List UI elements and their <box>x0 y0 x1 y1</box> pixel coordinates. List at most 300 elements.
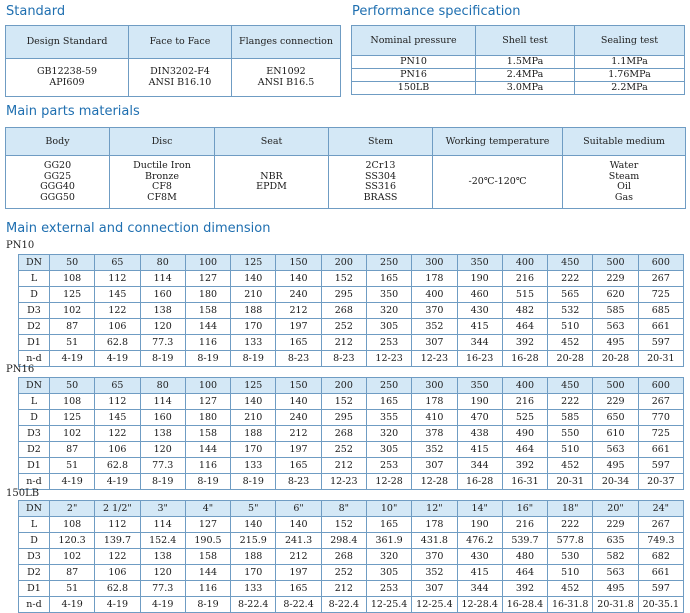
dimension-cell: 114 <box>140 394 185 410</box>
dimension-cell: 8-19 <box>185 351 230 367</box>
dimension-cell: 4-19 <box>50 351 95 367</box>
dimension-cell: 212 <box>276 303 321 319</box>
dimension-cell: 100 <box>185 255 230 271</box>
dimension-cell: 12-28 <box>366 474 411 490</box>
dimension-cell: 210 <box>231 287 276 303</box>
dimension-cell: 87 <box>50 565 95 581</box>
dimension-cell: 600 <box>638 255 683 271</box>
dimension-cell: 600 <box>638 378 683 394</box>
dimension-cell: 140 <box>276 394 321 410</box>
dimension-cell: 525 <box>502 410 547 426</box>
dimension-cell: 87 <box>50 319 95 335</box>
dimension-cell: 252 <box>321 319 366 335</box>
dimension-cell: 102 <box>50 549 95 565</box>
dimension-row-label: n-d <box>19 351 50 367</box>
dimension-cell: 597 <box>638 458 683 474</box>
dimension-row <box>19 517 684 533</box>
dimension-cell: 8-19 <box>231 474 276 490</box>
dimension-row-label: DN <box>19 255 50 271</box>
dimension-cell: 116 <box>185 458 230 474</box>
dimension-cell: 352 <box>412 442 457 458</box>
dimension-row <box>19 351 684 367</box>
dimension-cell: 8-19 <box>140 351 185 367</box>
dimension-cell: 392 <box>502 581 547 597</box>
dimension-cell: 8-19 <box>185 597 230 613</box>
materials-table <box>5 127 686 209</box>
dimension-cell: 370 <box>412 303 457 319</box>
performance-cell: PN10 <box>352 56 476 69</box>
pn16-label: PN16 <box>6 364 35 375</box>
dimension-cell: 212 <box>321 335 366 351</box>
dimension-row-label: D2 <box>19 442 50 458</box>
dimension-cell: 65 <box>95 255 140 271</box>
dimension-cell: 470 <box>457 410 502 426</box>
materials-header: Working temperature <box>433 128 563 156</box>
dimension-cell: 307 <box>412 458 457 474</box>
dimension-cell: 190.5 <box>185 533 230 549</box>
dimension-cell: 307 <box>412 335 457 351</box>
dimension-cell: 253 <box>366 458 411 474</box>
dimension-row-label: D1 <box>19 458 50 474</box>
dimension-cell: 133 <box>231 581 276 597</box>
dimension-row <box>19 271 684 287</box>
dimension-cell: 320 <box>366 303 411 319</box>
150lb-label: 150LB <box>6 488 40 499</box>
dimension-cell: 20-31 <box>638 351 683 367</box>
pn10-label: PN10 <box>6 240 35 251</box>
dimension-row-label: n-d <box>19 597 50 613</box>
dimension-cell: 216 <box>502 271 547 287</box>
dimension-cell: 4-19 <box>95 474 140 490</box>
dimension-cell: 20" <box>593 501 638 517</box>
dimension-cell: 229 <box>593 517 638 533</box>
dimension-cell: 452 <box>548 458 593 474</box>
dimension-cell: 532 <box>548 303 593 319</box>
materials-header: Stem <box>329 128 433 156</box>
performance-cell: 1.76MPa <box>575 69 685 82</box>
dimension-cell: 229 <box>593 271 638 287</box>
dimension-cell: 178 <box>412 271 457 287</box>
dimension-cell: 62.8 <box>95 335 140 351</box>
dimension-cell: 116 <box>185 335 230 351</box>
dimension-cell: 300 <box>412 378 457 394</box>
dimension-cell: 180 <box>185 287 230 303</box>
dimension-cell: 350 <box>457 378 502 394</box>
dimension-cell: 77.3 <box>140 581 185 597</box>
dimension-cell: 144 <box>185 565 230 581</box>
dimension-header-row <box>19 501 684 517</box>
dimension-cell: 165 <box>276 581 321 597</box>
dimension-cell: 450 <box>548 255 593 271</box>
materials-header: Body <box>6 128 110 156</box>
dimension-cell: 24" <box>638 501 683 517</box>
dimension-cell: 530 <box>548 549 593 565</box>
dimension-row <box>19 474 684 490</box>
performance-cell: 150LB <box>352 82 476 95</box>
dimension-cell: 295 <box>321 287 366 303</box>
dimension-cell: 20-31.8 <box>593 597 638 613</box>
dimension-cell: 170 <box>231 319 276 335</box>
dimension-cell: 431.8 <box>412 533 457 549</box>
dimension-cell: 8-22.4 <box>276 597 321 613</box>
dimension-cell: 495 <box>593 335 638 351</box>
dimension-cell: 160 <box>140 287 185 303</box>
dimension-cell: 140 <box>231 394 276 410</box>
dimension-cell: 661 <box>638 319 683 335</box>
dimension-cell: 430 <box>457 303 502 319</box>
dimension-row <box>19 581 684 597</box>
dimension-cell: 20-37 <box>638 474 683 490</box>
dimension-cell: 2" <box>50 501 95 517</box>
dimension-cell: 140 <box>276 517 321 533</box>
dimension-cell: 102 <box>50 303 95 319</box>
performance-header: Nominal pressure <box>352 26 476 56</box>
dimension-cell: 5" <box>231 501 276 517</box>
dimension-cell: 12-23 <box>321 474 366 490</box>
dimension-cell: 120 <box>140 442 185 458</box>
dimension-cell: 725 <box>638 287 683 303</box>
dimension-cell: 305 <box>366 319 411 335</box>
dimension-cell: 116 <box>185 581 230 597</box>
dimension-cell: 138 <box>140 426 185 442</box>
dimension-cell: 145 <box>95 410 140 426</box>
dimension-cell: 190 <box>457 517 502 533</box>
dimension-cell: 563 <box>593 319 638 335</box>
dimension-cell: 112 <box>95 517 140 533</box>
dimension-cell: 80 <box>140 255 185 271</box>
dimension-cell: 133 <box>231 335 276 351</box>
dimension-cell: 65 <box>95 378 140 394</box>
dimension-cell: 240 <box>276 287 321 303</box>
dimension-cell: 482 <box>502 303 547 319</box>
dimension-header-row <box>19 378 684 394</box>
dimension-cell: 212 <box>276 549 321 565</box>
dimension-cell: 114 <box>140 517 185 533</box>
dimension-cell: 165 <box>366 517 411 533</box>
dimension-cell: 8" <box>321 501 366 517</box>
dimension-cell: 12" <box>412 501 457 517</box>
dimension-cell: 20-35.1 <box>638 597 683 613</box>
dimension-row <box>19 303 684 319</box>
dimension-cell: 16-23 <box>457 351 502 367</box>
dimension-cell: 197 <box>276 442 321 458</box>
dimension-cell: 222 <box>548 271 593 287</box>
dimension-cell: 515 <box>502 287 547 303</box>
dimension-cell: 295 <box>321 410 366 426</box>
performance-cell: 1.1MPa <box>575 56 685 69</box>
dimension-cell: 685 <box>638 303 683 319</box>
materials-cell: Water Steam Oil Gas <box>563 156 686 209</box>
performance-cell: 1.5MPa <box>476 56 575 69</box>
dimension-cell: 307 <box>412 581 457 597</box>
dimension-cell: 610 <box>593 426 638 442</box>
dimension-cell: 620 <box>593 287 638 303</box>
dimension-row-label: n-d <box>19 474 50 490</box>
performance-header: Sealing test <box>575 26 685 56</box>
dimension-cell: 62.8 <box>95 581 140 597</box>
dimension-cell: 102 <box>50 426 95 442</box>
dimension-cell: 120.3 <box>50 533 95 549</box>
dimension-cell: 370 <box>412 549 457 565</box>
dimension-cell: 190 <box>457 394 502 410</box>
dimension-cell: 582 <box>593 549 638 565</box>
dimension-cell: 344 <box>457 458 502 474</box>
dimension-cell: 438 <box>457 426 502 442</box>
dimension-cell: 577.8 <box>548 533 593 549</box>
dimension-row-label: DN <box>19 501 50 517</box>
materials-cell: -20℃-120℃ <box>433 156 563 209</box>
dimension-row <box>19 394 684 410</box>
pn10-dimension-table <box>18 254 684 367</box>
dimension-cell: 165 <box>366 271 411 287</box>
dimension-row <box>19 549 684 565</box>
standard-header: Design Standard <box>6 26 129 59</box>
dimension-row-label: D1 <box>19 581 50 597</box>
dimension-cell: 62.8 <box>95 458 140 474</box>
dimension-cell: 661 <box>638 442 683 458</box>
dimension-cell: 127 <box>185 394 230 410</box>
dimension-cell: 77.3 <box>140 458 185 474</box>
dimension-row-label: L <box>19 517 50 533</box>
150lb-dimension-table <box>18 500 684 613</box>
dimension-cell: 106 <box>95 442 140 458</box>
dimension-cell: 16" <box>502 501 547 517</box>
dimension-cell: 106 <box>95 565 140 581</box>
dimension-row-label: D <box>19 533 50 549</box>
dimension-cell: 344 <box>457 581 502 597</box>
dimension-row-label: D1 <box>19 335 50 351</box>
dimension-cell: 240 <box>276 410 321 426</box>
dimension-cell: 158 <box>185 549 230 565</box>
dimension-cell: 378 <box>412 426 457 442</box>
dimension-cell: 770 <box>638 410 683 426</box>
dimension-cell: 20-28 <box>548 351 593 367</box>
dimension-cell: 80 <box>140 378 185 394</box>
materials-header: Suitable medium <box>563 128 686 156</box>
dimension-cell: 188 <box>231 549 276 565</box>
standard-table <box>5 25 341 97</box>
dimension-cell: 106 <box>95 319 140 335</box>
dimension-cell: 160 <box>140 410 185 426</box>
dimension-cell: 452 <box>548 335 593 351</box>
dimension-cell: 268 <box>321 303 366 319</box>
dimension-cell: 122 <box>95 549 140 565</box>
materials-header: Disc <box>110 128 215 156</box>
dimension-cell: 10" <box>366 501 411 517</box>
performance-cell: 2.2MPa <box>575 82 685 95</box>
dimension-cell: 120 <box>140 565 185 581</box>
dimension-cell: 268 <box>321 549 366 565</box>
dimension-row-label: D <box>19 287 50 303</box>
dimension-cell: 464 <box>502 319 547 335</box>
materials-cell: 2Cr13 SS304 SS316 BRASS <box>329 156 433 209</box>
dimension-cell: 361.9 <box>366 533 411 549</box>
dimension-cell: 563 <box>593 442 638 458</box>
dimension-header-row <box>19 255 684 271</box>
dimension-cell: 178 <box>412 394 457 410</box>
standard-cell: GB12238-59 API609 <box>6 59 129 97</box>
dimension-cell: 400 <box>502 378 547 394</box>
dimension-cell: 108 <box>50 517 95 533</box>
dimension-cell: 4" <box>185 501 230 517</box>
dimension-cell: 212 <box>321 581 366 597</box>
dimensions-title: Main external and connection dimension <box>6 221 271 236</box>
performance-cell: 2.4MPa <box>476 69 575 82</box>
dimension-cell: 267 <box>638 271 683 287</box>
dimension-row-label: D2 <box>19 319 50 335</box>
dimension-cell: 158 <box>185 303 230 319</box>
dimension-cell: 197 <box>276 565 321 581</box>
dimension-cell: 138 <box>140 303 185 319</box>
dimension-cell: 14" <box>457 501 502 517</box>
dimension-cell: 12-28.4 <box>457 597 502 613</box>
dimension-cell: 415 <box>457 565 502 581</box>
dimension-cell: 565 <box>548 287 593 303</box>
dimension-cell: 464 <box>502 442 547 458</box>
dimension-cell: 400 <box>412 287 457 303</box>
dimension-cell: 635 <box>593 533 638 549</box>
materials-cell: GG20 GG25 GGG40 GGG50 <box>6 156 110 209</box>
standard-cell: DIN3202-F4 ANSI B16.10 <box>129 59 232 97</box>
dimension-cell: 298.4 <box>321 533 366 549</box>
dimension-row <box>19 426 684 442</box>
dimension-cell: 165 <box>276 458 321 474</box>
dimension-cell: 241.3 <box>276 533 321 549</box>
dimension-row <box>19 533 684 549</box>
dimension-cell: 12-28 <box>412 474 457 490</box>
standard-header: Face to Face <box>129 26 232 59</box>
dimension-cell: 216 <box>502 394 547 410</box>
dimension-cell: 490 <box>502 426 547 442</box>
dimension-cell: 252 <box>321 442 366 458</box>
dimension-cell: 8-19 <box>231 351 276 367</box>
pn16-dimension-table <box>18 377 684 490</box>
dimension-cell: 152 <box>321 394 366 410</box>
dimension-cell: 200 <box>321 378 366 394</box>
materials-cell: NBR EPDM <box>215 156 329 209</box>
dimension-cell: 510 <box>548 442 593 458</box>
dimension-cell: 158 <box>185 426 230 442</box>
materials-header: Seat <box>215 128 329 156</box>
dimension-cell: 16-28.4 <box>502 597 547 613</box>
dimension-cell: 152.4 <box>140 533 185 549</box>
materials-title: Main parts materials <box>6 104 140 119</box>
dimension-cell: 127 <box>185 271 230 287</box>
dimension-cell: 597 <box>638 335 683 351</box>
dimension-row <box>19 319 684 335</box>
dimension-cell: 267 <box>638 394 683 410</box>
dimension-row <box>19 410 684 426</box>
dimension-cell: 50 <box>50 255 95 271</box>
dimension-cell: 140 <box>231 517 276 533</box>
dimension-cell: 144 <box>185 319 230 335</box>
dimension-cell: 452 <box>548 581 593 597</box>
dimension-cell: 355 <box>366 410 411 426</box>
dimension-cell: 12-25.4 <box>366 597 411 613</box>
dimension-cell: 352 <box>412 565 457 581</box>
dimension-cell: 212 <box>321 458 366 474</box>
dimension-cell: 2 1/2" <box>95 501 140 517</box>
dimension-cell: 127 <box>185 517 230 533</box>
dimension-row <box>19 442 684 458</box>
dimension-cell: 138 <box>140 549 185 565</box>
dimension-cell: 108 <box>50 271 95 287</box>
dimension-cell: 8-23 <box>276 474 321 490</box>
dimension-row-label: D3 <box>19 549 50 565</box>
dimension-cell: 8-19 <box>185 474 230 490</box>
dimension-row <box>19 458 684 474</box>
dimension-cell: 222 <box>548 517 593 533</box>
dimension-cell: 140 <box>231 271 276 287</box>
dimension-cell: 4-19 <box>50 474 95 490</box>
dimension-cell: 267 <box>638 517 683 533</box>
dimension-cell: 215.9 <box>231 533 276 549</box>
dimension-cell: 480 <box>502 549 547 565</box>
dimension-cell: 144 <box>185 442 230 458</box>
dimension-cell: 178 <box>412 517 457 533</box>
dimension-cell: 563 <box>593 565 638 581</box>
dimension-cell: 170 <box>231 565 276 581</box>
dimension-cell: 165 <box>366 394 411 410</box>
dimension-cell: 392 <box>502 458 547 474</box>
dimension-cell: 152 <box>321 517 366 533</box>
standard-cell: EN1092 ANSI B16.5 <box>232 59 341 97</box>
dimension-cell: 112 <box>95 394 140 410</box>
dimension-cell: 661 <box>638 565 683 581</box>
dimension-cell: 8-19 <box>140 474 185 490</box>
dimension-cell: 180 <box>185 410 230 426</box>
dimension-cell: 250 <box>366 378 411 394</box>
dimension-cell: 139.7 <box>95 533 140 549</box>
dimension-row-label: D2 <box>19 565 50 581</box>
dimension-cell: 450 <box>548 378 593 394</box>
materials-cell: Ductile Iron Bronze CF8 CF8M <box>110 156 215 209</box>
dimension-cell: 252 <box>321 565 366 581</box>
dimension-cell: 3" <box>140 501 185 517</box>
dimension-cell: 16-31 <box>502 474 547 490</box>
standard-title: Standard <box>6 4 66 19</box>
dimension-cell: 140 <box>276 271 321 287</box>
dimension-row <box>19 565 684 581</box>
dimension-row-label: L <box>19 394 50 410</box>
dimension-cell: 4-19 <box>95 351 140 367</box>
performance-table <box>351 25 685 95</box>
dimension-cell: 460 <box>457 287 502 303</box>
dimension-cell: 18" <box>548 501 593 517</box>
dimension-cell: 165 <box>276 335 321 351</box>
dimension-cell: 100 <box>185 378 230 394</box>
dimension-cell: 229 <box>593 394 638 410</box>
dimension-cell: 4-19 <box>50 597 95 613</box>
dimension-cell: 392 <box>502 335 547 351</box>
dimension-cell: 12-25.4 <box>412 597 457 613</box>
dimension-cell: 20-28 <box>593 351 638 367</box>
dimension-cell: 120 <box>140 319 185 335</box>
dimension-cell: 188 <box>231 426 276 442</box>
dimension-cell: 12-23 <box>412 351 457 367</box>
dimension-cell: 112 <box>95 271 140 287</box>
dimension-cell: 133 <box>231 458 276 474</box>
performance-title: Performance specification <box>352 4 521 19</box>
dimension-cell: 114 <box>140 271 185 287</box>
standard-header: Flanges connection <box>232 26 341 59</box>
dimension-cell: 170 <box>231 442 276 458</box>
dimension-cell: 8-23 <box>276 351 321 367</box>
dimension-cell: 216 <box>502 517 547 533</box>
dimension-cell: 190 <box>457 271 502 287</box>
dimension-cell: 125 <box>231 378 276 394</box>
dimension-cell: 51 <box>50 335 95 351</box>
